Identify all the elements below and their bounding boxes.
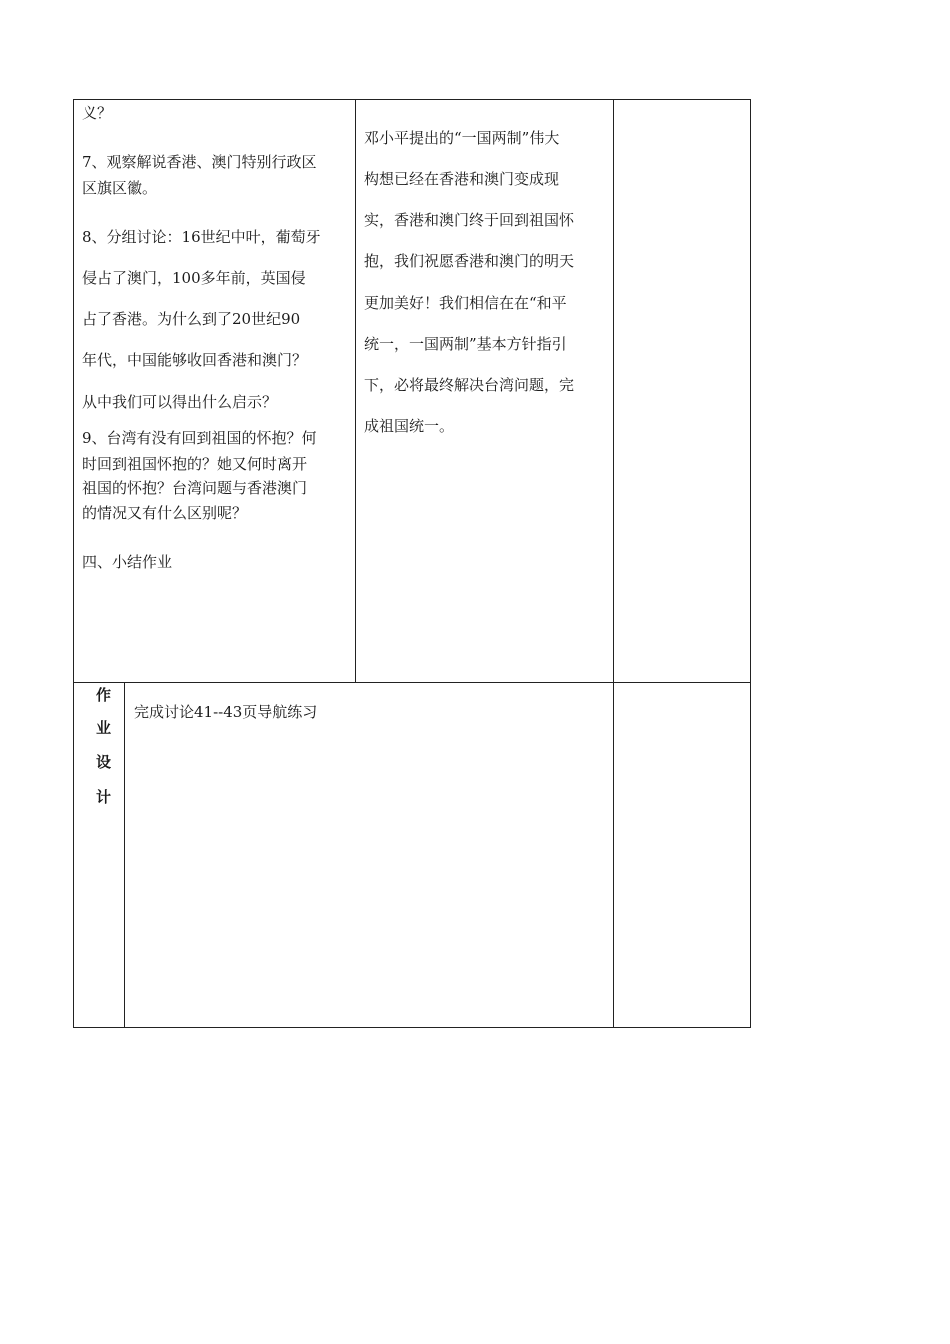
left-line: 时回到祖国怀抱的？她又何时离开 bbox=[82, 455, 308, 473]
left-line: 侵占了澳门，100多年前，英国侵 bbox=[82, 269, 306, 287]
homework-label-char: 设 bbox=[96, 753, 112, 771]
left-line: 义？ bbox=[82, 104, 113, 122]
table-row-divider bbox=[73, 682, 751, 683]
table-top-border bbox=[73, 99, 751, 100]
mid-line: 抱，我们祝愿香港和澳门的明天 bbox=[364, 252, 575, 270]
homework-label-char: 计 bbox=[96, 788, 112, 806]
homework-label-char: 业 bbox=[96, 719, 112, 737]
left-line: 8、分组讨论：16世纪中叶，葡萄牙 bbox=[82, 228, 321, 246]
left-line: 7、观察解说香港、澳门特别行政区 bbox=[82, 153, 317, 171]
mid-line: 更加美好！我们相信在在“和平 bbox=[364, 294, 567, 312]
table-right-border bbox=[750, 99, 751, 1028]
mid-line: 邓小平提出的“一国两制”伟大 bbox=[364, 129, 560, 147]
column-divider-right bbox=[613, 99, 614, 1028]
left-line: 从中我们可以得出什么启示？ bbox=[82, 393, 278, 411]
left-line: 占了香港。为什么到了20世纪90 bbox=[82, 310, 301, 328]
homework-label-divider bbox=[124, 682, 125, 1028]
left-line: 祖国的怀抱？台湾问题与香港澳门 bbox=[82, 479, 308, 497]
left-line: 9、台湾有没有回到祖国的怀抱？何 bbox=[82, 429, 317, 447]
table-left-border bbox=[73, 99, 74, 1028]
mid-line: 统一，一国两制”基本方针指引 bbox=[364, 335, 567, 353]
left-line: 区旗区徽。 bbox=[82, 179, 158, 197]
left-line: 年代，中国能够收回香港和澳门？ bbox=[82, 351, 308, 369]
homework-content: 完成讨论41--43页导航练习 bbox=[134, 703, 318, 721]
left-line: 四、小结作业 bbox=[82, 553, 173, 571]
mid-line: 构想已经在香港和澳门变成现 bbox=[364, 170, 560, 188]
homework-label-char: 作 bbox=[96, 686, 112, 704]
table-bottom-border bbox=[73, 1027, 751, 1028]
left-line: 的情况又有什么区别呢？ bbox=[82, 504, 248, 522]
mid-line: 下，必将最终解决台湾问题，完 bbox=[364, 376, 575, 394]
column-divider-mid bbox=[355, 99, 356, 683]
mid-line: 成祖国统一。 bbox=[364, 417, 455, 435]
mid-line: 实，香港和澳门终于回到祖国怀 bbox=[364, 211, 575, 229]
